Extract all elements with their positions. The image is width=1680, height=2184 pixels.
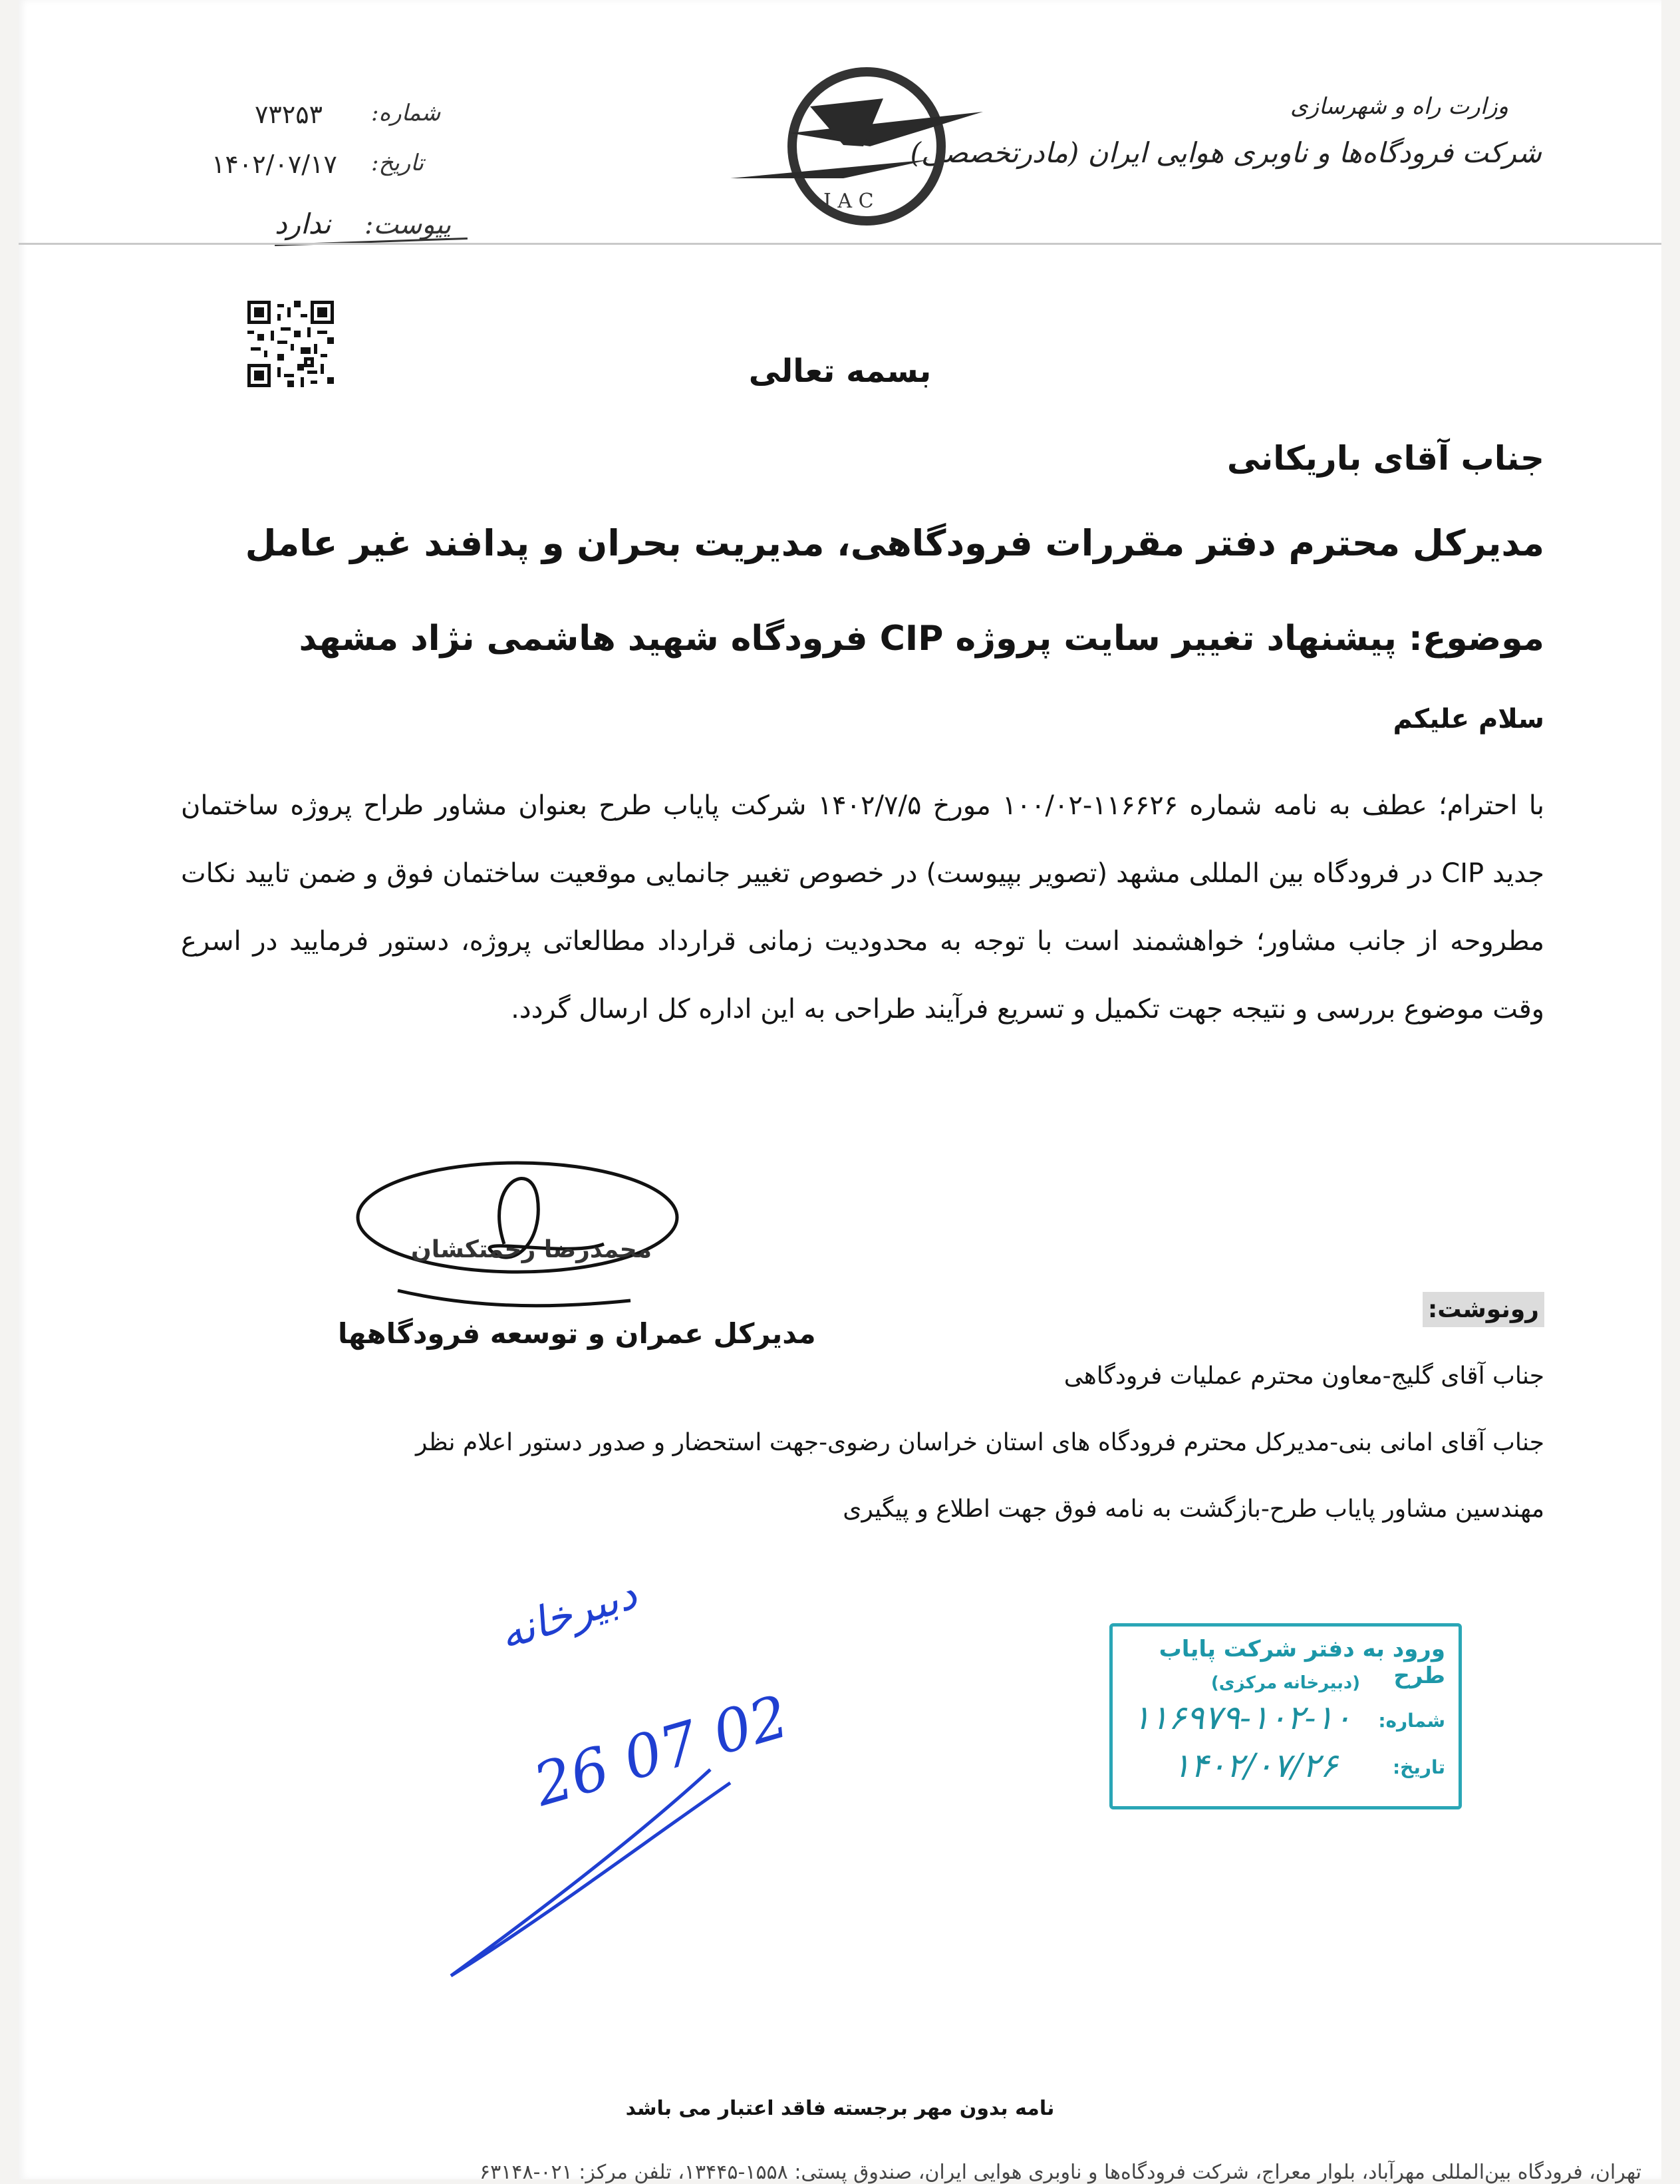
attachment-value: ندارد bbox=[275, 208, 331, 240]
cc-item: جناب آقای گلیج-معاون محترم عملیات فرودگاهی bbox=[1063, 1362, 1544, 1390]
signer-title: مدیرکل عمران و توسعه فرودگاهها bbox=[338, 1317, 816, 1350]
signature-mark-icon bbox=[351, 1144, 697, 1317]
subject-line: موضوع: پیشنهاد تغییر سایت پروژه CIP فرودگاه شهید هاشمی نژاد مشهد bbox=[299, 619, 1544, 659]
signer-name: محمدرضا رحمتکشان bbox=[411, 1236, 652, 1263]
footer-address: تهران، فرودگاه بین‌المللی مهرآباد، بلوار معراج، شرکت فرودگاه‌ها و ناوبری هوایی ایران، صندوق پستی: ۱۵۵۸-۱۳۴۴۵، تلفن مرکز: ۰۲۱-۶۳۱۴۸ bbox=[480, 2161, 1641, 2184]
header-divider bbox=[19, 243, 1661, 245]
cc-item: جناب آقای امانی بنی-مدیرکل محترم فرودگاه های استان خراسان رضوی-جهت استحضار و صدور دستور اعلام نظر bbox=[416, 1429, 1544, 1456]
ministry-name: وزارت راه و شهرسازی bbox=[1290, 93, 1508, 120]
handwritten-note-line2: 26 07 02 bbox=[526, 1681, 796, 1820]
logo-text: I A C bbox=[823, 190, 874, 213]
letter-page bbox=[19, 0, 1661, 2184]
number-value: ۷۳۲۵۳ bbox=[255, 100, 323, 129]
company-name: شرکت فرودگاه‌ها و ناوبری هوایی ایران (مادرتخصصی) bbox=[910, 136, 1542, 169]
footer-validity-note: نامه بدون مهر برجسته فاقد اعتبار می باشد bbox=[625, 2097, 1055, 2120]
basmala-heading: بسمه تعالی bbox=[748, 353, 932, 390]
cc-label: رونوشت: bbox=[1423, 1292, 1544, 1327]
letter-body: با احترام؛ عطف به نامه شماره ۱۱۶۶۲۶-۱۰۰/۰۲ مورخ ۱۴۰۲/۷/۵ شرکت پایاب طرح بعنوان مشاور طراح پروژه ساختمان جدید CIP در فرودگاه بین المللی مشهد (تصویر بپیوست) در خصوص تغییر جانمایی موقعیت ساختمان فوق و ضمن تایید نکات مطروحه از جانب مشاور؛ خواهشمند است با توجه به محدودیت زمانی قرارداد مطالعاتی پروژه، دستور فرمایید در اسرع وقت موضوع بررسی و نتیجه جهت تکمیل و تسریع فرآیند طراحی به این اداره کل ارسال گردد. bbox=[181, 790, 1545, 1024]
date-label: تاریخ: bbox=[371, 150, 424, 176]
stamp-subtitle: (دبیرخانه مرکزی) bbox=[1210, 1673, 1361, 1693]
stamp-date-label: تاریخ: bbox=[1392, 1756, 1445, 1778]
attachment-label: پیوست: bbox=[364, 210, 452, 240]
stamp-title: ورود به دفتر شرکت پایاب طرح bbox=[1159, 1636, 1445, 1689]
handwritten-stroke-icon bbox=[431, 1756, 777, 1982]
date-value: ۱۴۰۲/۰۷/۱۷ bbox=[211, 150, 337, 179]
recipient: جناب آقای باریکانی bbox=[1226, 439, 1544, 478]
received-stamp bbox=[1109, 1623, 1462, 1809]
iac-logo-icon bbox=[710, 60, 1016, 233]
greeting: سلام علیکم bbox=[1393, 704, 1544, 734]
stamp-number-value: ۱۱۶۹۷۹-۱۰۲-۱۰ bbox=[1133, 1698, 1352, 1737]
stamp-date-value: ۱۴۰۲/۰۷/۲۶ bbox=[1173, 1746, 1338, 1785]
number-label: شماره: bbox=[371, 100, 441, 126]
recipient-position: مدیرکل محترم دفتر مقررات فرودگاهی، مدیریت بحران و پدافند غیر عامل bbox=[245, 522, 1544, 564]
handwritten-note-line1: دبیرخانه bbox=[493, 1569, 643, 1660]
cc-item: مهندسین مشاور پایاب طرح-بازگشت به نامه فوق جهت اطلاع و پیگیری bbox=[843, 1495, 1544, 1523]
stamp-number-label: شماره: bbox=[1378, 1710, 1445, 1732]
